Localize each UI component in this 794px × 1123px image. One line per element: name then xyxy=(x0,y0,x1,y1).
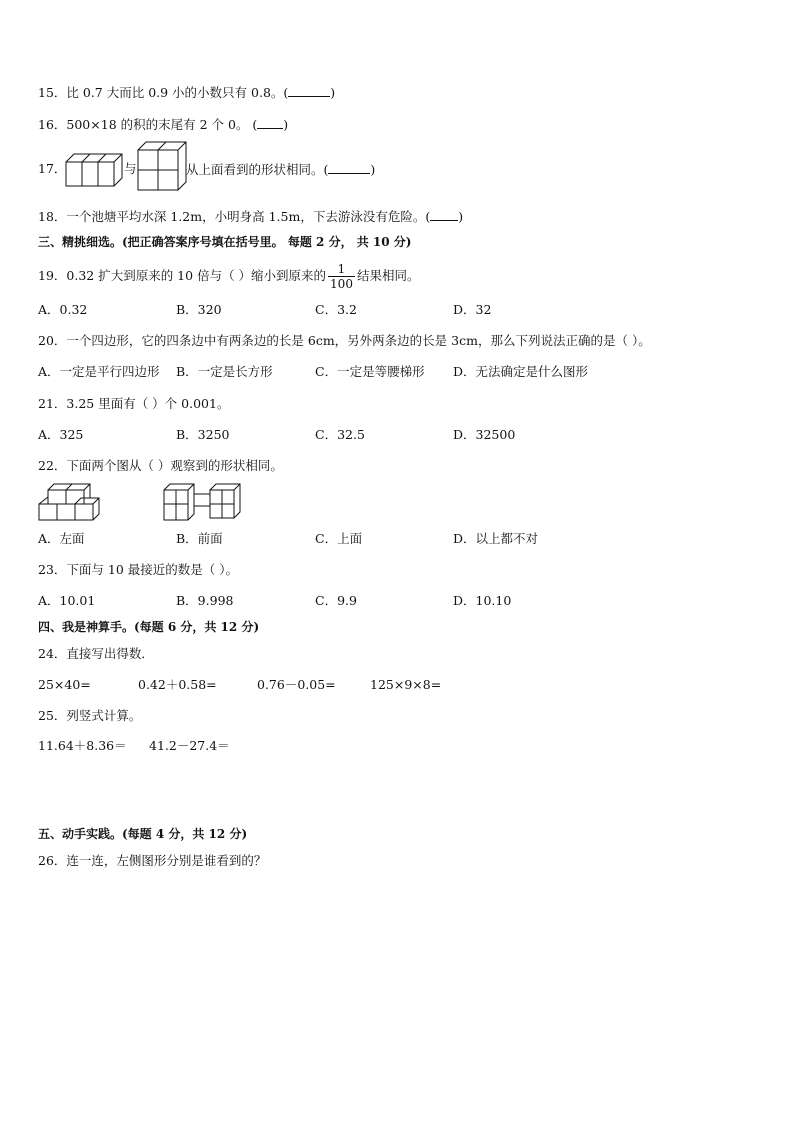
section-3-heading: 三、精挑细选。(把正确答案序号填在括号里。 每题 2 分， 共 10 分) xyxy=(38,235,412,249)
calc-item: 0.76－0.05= xyxy=(257,677,336,692)
cube-stack-figure-2 xyxy=(162,480,242,522)
question-21: 21．3.25 里面有（ ）个 0.001。 xyxy=(38,396,230,411)
section-5-heading: 五、动手实践。(每题 4 分，共 12 分) xyxy=(38,827,248,841)
option-c[interactable]: C．一定是等腰梯形 xyxy=(315,364,425,379)
option-b[interactable]: B．前面 xyxy=(176,531,223,546)
fraction xyxy=(328,262,355,291)
paren-close: ) xyxy=(458,209,464,224)
option-b[interactable]: B．320 xyxy=(176,302,222,317)
answer-blank[interactable] xyxy=(288,84,330,97)
option-c[interactable]: C．3.2 xyxy=(315,302,357,317)
answer-blank[interactable] xyxy=(257,116,283,129)
question-16 xyxy=(38,116,288,133)
question-24: 24．直接写出得数． xyxy=(38,646,154,661)
cube-stack-figure-1 xyxy=(38,480,104,522)
question-17 xyxy=(38,161,66,177)
question-19-text: 19．0.32 扩大到原来的 10 倍与（ ）缩小到原来的 xyxy=(38,268,327,283)
question-25: 25．列竖式计算。 xyxy=(38,708,142,723)
vertical-calc-item: 11.64＋8.36＝ xyxy=(38,738,127,753)
answer-blank[interactable] xyxy=(430,208,458,221)
question-22: 22．下面两个图从（ ）观察到的形状相同。 xyxy=(38,458,283,473)
paren-close: ) xyxy=(283,117,289,132)
option-d[interactable]: D．无法确定是什么图形 xyxy=(453,364,589,379)
question-18 xyxy=(38,208,463,225)
paren-close: ) xyxy=(370,162,376,177)
question-19-tail: 结果相同。 xyxy=(356,268,420,283)
option-a[interactable]: A．一定是平行四边形 xyxy=(38,364,160,379)
option-b[interactable]: B．一定是长方形 xyxy=(176,364,273,379)
calc-item: 125×9×8= xyxy=(370,677,442,692)
section-4-heading: 四、我是神算手。(每题 6 分，共 12 分) xyxy=(38,620,260,634)
four-cubes-figure xyxy=(136,140,190,192)
vertical-calc-item: 41.2－27.4＝ xyxy=(149,738,230,753)
question-17-rest xyxy=(186,161,375,178)
question-17-number: 17． xyxy=(38,161,67,176)
paren-close: ) xyxy=(330,85,336,100)
option-d[interactable]: D．32500 xyxy=(453,427,516,442)
question-19 xyxy=(38,256,419,296)
option-b[interactable]: B．9.998 xyxy=(176,593,234,608)
option-d[interactable]: D．10.10 xyxy=(453,593,512,608)
option-a[interactable]: A．10.01 xyxy=(38,593,96,608)
option-a[interactable]: A．0.32 xyxy=(38,302,88,317)
three-cubes-figure xyxy=(64,148,126,190)
question-16-text: 16．500×18 的积的末尾有 2 个 0。 ( xyxy=(38,117,258,132)
option-a[interactable]: A．左面 xyxy=(38,531,85,546)
calc-item: 0.42＋0.58= xyxy=(138,677,217,692)
option-d[interactable]: D．32 xyxy=(453,302,492,317)
option-c[interactable]: C．9.9 xyxy=(315,593,357,608)
question-17-mid-text: 与 xyxy=(124,161,137,176)
question-17-text: 从上面看到的形状相同。( xyxy=(186,162,329,177)
question-15 xyxy=(38,84,335,101)
answer-blank[interactable] xyxy=(328,161,370,174)
fraction-numerator: 1 xyxy=(328,262,355,277)
question-23: 23．下面与 10 最接近的数是（ ）。 xyxy=(38,562,238,577)
question-17-with xyxy=(124,161,137,177)
question-15-text: 15．比 0.7 大而比 0.9 小的小数只有 0.8。( xyxy=(38,85,289,100)
option-c[interactable]: C．上面 xyxy=(315,531,363,546)
question-26: 26．连一连，左侧图形分别是谁看到的？ xyxy=(38,853,267,868)
question-20: 20．一个四边形，它的四条边中有两条边的长是 6cm，另外两条边的长是 3cm，那么下列说法正确的是（ ）。 xyxy=(38,333,651,348)
option-b[interactable]: B．3250 xyxy=(176,427,230,442)
fraction-denominator: 100 xyxy=(330,277,353,291)
option-c[interactable]: C．32.5 xyxy=(315,427,365,442)
question-18-text: 18．一个池塘平均水深 1.2m，小明身高 1.5m，下去游泳没有危险。( xyxy=(38,209,431,224)
option-d[interactable]: D．以上都不对 xyxy=(453,531,539,546)
calc-item: 25×40= xyxy=(38,677,91,692)
option-a[interactable]: A．325 xyxy=(38,427,84,442)
